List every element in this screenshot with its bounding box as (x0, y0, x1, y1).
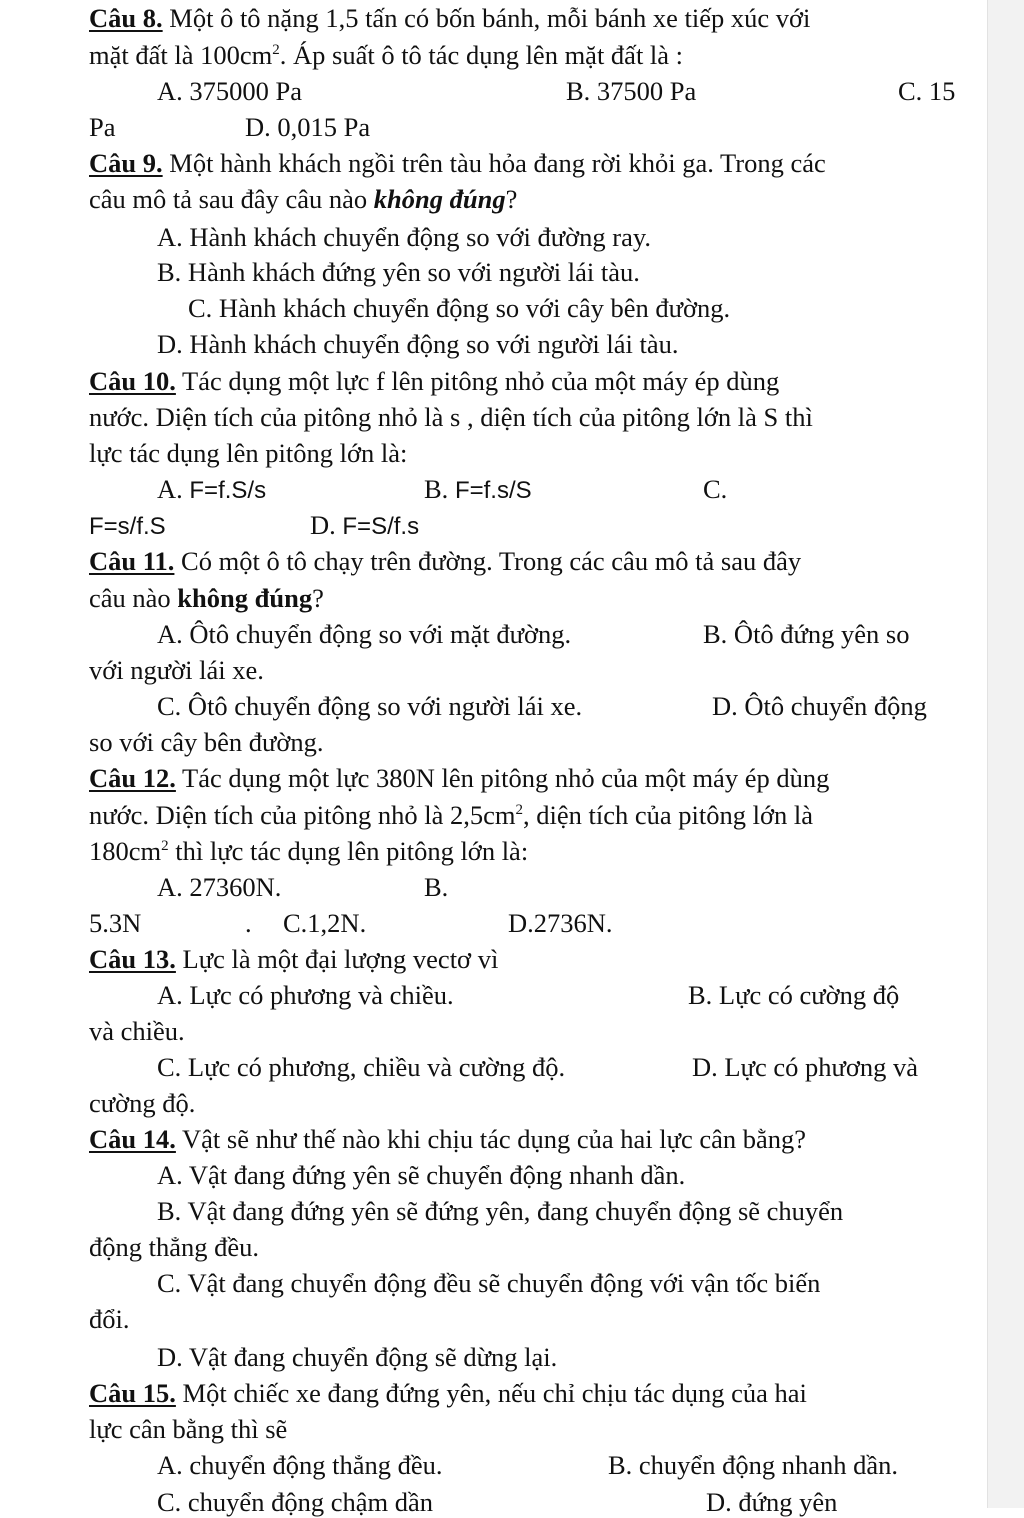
q8-option-b: B. 37500 Pa (566, 76, 697, 106)
q15-stem-line2: lực cân bằng thì sẽ (89, 1414, 288, 1444)
q14-option-c: C. Vật đang chuyển động đều sẽ chuyển động với vận tốc biến (157, 1268, 821, 1298)
q13-option-c: C. Lực có phương, chiều và cường độ. (157, 1052, 566, 1082)
q14-label: Câu 14. (89, 1124, 176, 1154)
q12-option-b: B. (424, 872, 449, 902)
q9-stem-line1: Câu 9. Một hành khách ngồi trên tàu hỏa đang rời khỏi ga. Trong các (89, 148, 826, 178)
q13-option-a: A. Lực có phương và chiều. (157, 980, 454, 1010)
q11-stem-line2: câu nào không đúng? (89, 583, 324, 613)
q12-option-a: A. 27360N. (157, 872, 282, 902)
q12-stem-line3: $180cm^2$ thì lực tác dụng lên pitông lớn là: (89, 836, 529, 866)
q14-option-c-cont: đổi. (89, 1304, 130, 1334)
q10-option-c-cont: F=s/f.S (89, 513, 166, 540)
q10-stem-line2: nước. Diện tích của pitông nhỏ là s , diện tích của pitông lớn là S thì (89, 402, 813, 432)
q9-emphasis: không đúng (373, 184, 506, 214)
q12-label: Câu 12. (89, 763, 176, 793)
q9-stem-line2: câu mô tả sau đây câu nào không đúng? (89, 184, 518, 214)
q14-option-d: D. Vật đang chuyển động sẽ dừng lại. (157, 1342, 558, 1372)
scrollbar-track[interactable] (987, 0, 1024, 1508)
q10-label: Câu 10. (89, 366, 176, 396)
q8-option-d: D. 0,015 Pa (245, 112, 371, 142)
q12-option-d: D.2736N. (508, 908, 613, 938)
q10-option-a: A. F=f.S/s (157, 474, 267, 504)
stray-dot: . (245, 908, 252, 938)
q11-option-d-cont: so với cây bên đường. (89, 727, 324, 757)
q11-stem-line1: Câu 11. Có một ô tô chạy trên đường. Trong các câu mô tả sau đây (89, 546, 802, 576)
q12-stem-line2: nước. Diện tích của pitông nhỏ là $2,5cm^2$, diện tích của pitông lớn là (89, 800, 814, 830)
q15-option-c: C. chuyển động chậm dần (157, 1487, 433, 1517)
q10-option-d: D. F=S/f.s (310, 510, 420, 540)
q10-stem-line3: lực tác dụng lên pitông lớn là: (89, 438, 408, 468)
q14-option-b-cont: động thẳng đều. (89, 1232, 260, 1262)
q15-label: Câu 15. (89, 1378, 176, 1408)
q13-option-b: B. Lực có cường độ (688, 980, 900, 1010)
q10-option-c: C. (703, 474, 728, 504)
q15-stem-line1: Câu 15. Một chiếc xe đang đứng yên, nếu chỉ chịu tác dụng của hai (89, 1378, 807, 1408)
q14-stem-line1: Câu 14. Vật sẽ như thế nào khi chịu tác dụng của hai lực cân bằng? (89, 1124, 807, 1154)
q8-stem-line1: Câu 8. Một ô tô nặng 1,5 tấn có bốn bánh, mỗi bánh xe tiếp xúc với (89, 3, 811, 33)
q11-emphasis: không đúng (177, 583, 313, 613)
q14-option-b: B. Vật đang đứng yên sẽ đứng yên, đang chuyển động sẽ chuyển (157, 1196, 844, 1226)
q11-option-d: D. Ôtô chuyển động (712, 691, 927, 721)
q11-label: Câu 11. (89, 546, 175, 576)
q15-option-a: A. chuyển động thẳng đều. (157, 1450, 443, 1480)
q13-stem-line1: Câu 13. Lực là một đại lượng vectơ vì (89, 944, 499, 974)
q14-option-a: A. Vật đang đứng yên sẽ chuyển động nhanh dần. (157, 1160, 686, 1190)
q13-option-d-cont: cường độ. (89, 1088, 196, 1118)
q13-option-b-cont: và chiều. (89, 1016, 185, 1046)
q8-label: Câu 8. (89, 3, 163, 33)
q8-stem-line2: mặt đất là $100cm^2$. Áp suất ô tô tác dụng lên mặt đất là : (89, 40, 684, 70)
q11-option-a: A. Ôtô chuyển động so với mặt đường. (157, 619, 572, 649)
q12-option-b-cont: 5.3N (89, 908, 142, 938)
q9-option-b: B. Hành khách đứng yên so với người lái tàu. (157, 257, 640, 287)
q8-option-c: C. 15 (898, 76, 956, 106)
q11-option-c: C. Ôtô chuyển động so với người lái xe. (157, 691, 583, 721)
q10-stem-line1: Câu 10. Tác dụng một lực f lên pitông nhỏ của một máy ép dùng (89, 366, 780, 396)
q8-option-a: A. 375000 Pa (157, 76, 303, 106)
q13-option-d: D. Lực có phương và (692, 1052, 918, 1082)
q9-option-c: C. Hành khách chuyển động so với cây bên đường. (188, 293, 731, 323)
q9-label: Câu 9. (89, 148, 163, 178)
q15-option-b: B. chuyển động nhanh dần. (608, 1450, 898, 1480)
q9-option-d: D. Hành khách chuyển động so với người lái tàu. (157, 329, 679, 359)
q9-option-a: A. Hành khách chuyển động so với đường ray. (157, 222, 652, 252)
q11-option-b-cont: với người lái xe. (89, 655, 264, 685)
q15-option-d: D. đứng yên (706, 1487, 838, 1517)
q11-option-b: B. Ôtô đứng yên so (703, 619, 910, 649)
q8-option-c-cont: Pa (89, 112, 116, 142)
q13-label: Câu 13. (89, 944, 176, 974)
q12-option-c: C.1,2N. (283, 908, 367, 938)
q12-stem-line1: Câu 12. Tác dụng một lực 380N lên pitông nhỏ của một máy ép dùng (89, 763, 830, 793)
q10-option-b: B. F=f.s/S (424, 474, 532, 504)
